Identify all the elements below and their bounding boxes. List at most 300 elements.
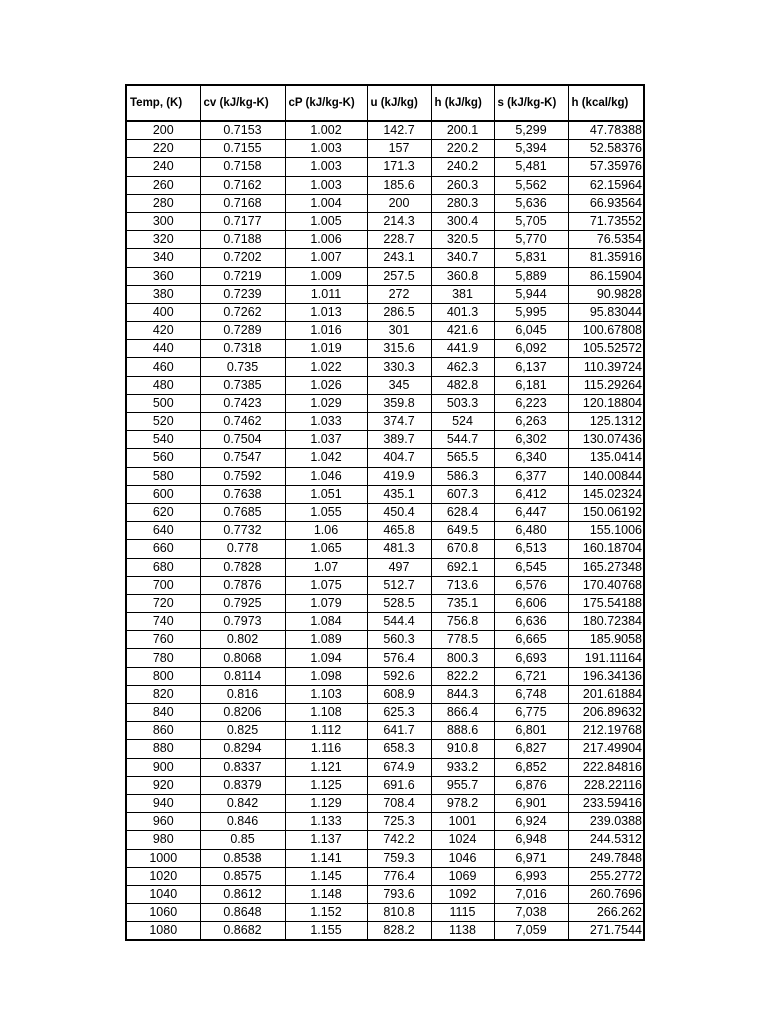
cell-h-kcal: 160.18704 [568, 540, 644, 558]
cell-temp: 880 [126, 740, 200, 758]
cell-h-kj: 1001 [431, 813, 494, 831]
cell-temp: 480 [126, 376, 200, 394]
cell-cv: 0.7685 [200, 503, 285, 521]
cell-s: 6,606 [494, 594, 568, 612]
cell-h-kcal: 105.52572 [568, 340, 644, 358]
cell-h-kcal: 135.0414 [568, 449, 644, 467]
cell-cv: 0.7177 [200, 212, 285, 230]
cell-h-kj: 503.3 [431, 394, 494, 412]
cell-s: 6,045 [494, 322, 568, 340]
header-cp: cP (kJ/kg-K) [285, 85, 367, 121]
cell-cv: 0.8682 [200, 922, 285, 941]
cell-h-kcal: 86.15904 [568, 267, 644, 285]
cell-temp: 380 [126, 285, 200, 303]
cell-s: 5,995 [494, 303, 568, 321]
cell-u: 810.8 [367, 904, 431, 922]
cell-s: 6,263 [494, 413, 568, 431]
cell-cp: 1.003 [285, 140, 367, 158]
cell-cp: 1.148 [285, 885, 367, 903]
cell-s: 6,340 [494, 449, 568, 467]
cell-h-kcal: 255.2772 [568, 867, 644, 885]
table-row [126, 594, 644, 612]
cell-h-kj: 910.8 [431, 740, 494, 758]
cell-h-kj: 822.2 [431, 667, 494, 685]
cell-temp: 1060 [126, 904, 200, 922]
cell-temp: 700 [126, 576, 200, 594]
cell-h-kj: 713.6 [431, 576, 494, 594]
cell-s: 6,576 [494, 576, 568, 594]
cell-temp: 1000 [126, 849, 200, 867]
cell-h-kcal: 175.54188 [568, 594, 644, 612]
cell-h-kcal: 125.1312 [568, 413, 644, 431]
cell-cv: 0.735 [200, 358, 285, 376]
cell-cp: 1.051 [285, 485, 367, 503]
cell-h-kcal: 90.9828 [568, 285, 644, 303]
cell-h-kj: 300.4 [431, 212, 494, 230]
cell-u: 435.1 [367, 485, 431, 503]
cell-h-kj: 340.7 [431, 249, 494, 267]
cell-cv: 0.7423 [200, 394, 285, 412]
cell-cp: 1.013 [285, 303, 367, 321]
cell-s: 5,562 [494, 176, 568, 194]
cell-s: 6,924 [494, 813, 568, 831]
cell-cv: 0.825 [200, 722, 285, 740]
cell-s: 5,636 [494, 194, 568, 212]
cell-u: 776.4 [367, 867, 431, 885]
cell-u: 157 [367, 140, 431, 158]
cell-cv: 0.778 [200, 540, 285, 558]
table-row [126, 922, 644, 941]
cell-h-kj: 607.3 [431, 485, 494, 503]
cell-h-kj: 866.4 [431, 704, 494, 722]
cell-h-kj: 462.3 [431, 358, 494, 376]
cell-cv: 0.7828 [200, 558, 285, 576]
cell-s: 6,636 [494, 613, 568, 631]
cell-cp: 1.005 [285, 212, 367, 230]
table-row [126, 285, 644, 303]
cell-h-kcal: 266.262 [568, 904, 644, 922]
header-s: s (kJ/kg-K) [494, 85, 568, 121]
cell-cp: 1.141 [285, 849, 367, 867]
cell-h-kj: 280.3 [431, 194, 494, 212]
table-row [126, 885, 644, 903]
cell-temp: 660 [126, 540, 200, 558]
cell-u: 674.9 [367, 758, 431, 776]
cell-h-kcal: 150.06192 [568, 503, 644, 521]
cell-s: 5,481 [494, 158, 568, 176]
cell-cp: 1.026 [285, 376, 367, 394]
cell-u: 742.2 [367, 831, 431, 849]
table-row [126, 431, 644, 449]
cell-h-kcal: 130.07436 [568, 431, 644, 449]
cell-s: 6,302 [494, 431, 568, 449]
cell-cp: 1.033 [285, 413, 367, 431]
cell-temp: 360 [126, 267, 200, 285]
cell-s: 6,181 [494, 376, 568, 394]
cell-cv: 0.7155 [200, 140, 285, 158]
cell-h-kj: 1024 [431, 831, 494, 849]
table-row [126, 303, 644, 321]
cell-cv: 0.8648 [200, 904, 285, 922]
cell-h-kj: 1092 [431, 885, 494, 903]
cell-s: 6,721 [494, 667, 568, 685]
cell-s: 5,831 [494, 249, 568, 267]
table-row [126, 540, 644, 558]
cell-h-kj: 524 [431, 413, 494, 431]
cell-u: 389.7 [367, 431, 431, 449]
cell-h-kcal: 47.78388 [568, 121, 644, 140]
cell-h-kj: 692.1 [431, 558, 494, 576]
cell-cv: 0.842 [200, 794, 285, 812]
cell-h-kcal: 244.5312 [568, 831, 644, 849]
cell-u: 142.7 [367, 121, 431, 140]
cell-h-kcal: 271.7544 [568, 922, 644, 941]
cell-h-kcal: 191.11164 [568, 649, 644, 667]
cell-s: 6,801 [494, 722, 568, 740]
cell-h-kj: 360.8 [431, 267, 494, 285]
cell-cp: 1.037 [285, 431, 367, 449]
table-row [126, 249, 644, 267]
header-row [126, 85, 644, 121]
cell-cp: 1.046 [285, 467, 367, 485]
cell-h-kcal: 212.19768 [568, 722, 644, 740]
cell-h-kcal: 140.00844 [568, 467, 644, 485]
cell-s: 6,852 [494, 758, 568, 776]
cell-cp: 1.003 [285, 158, 367, 176]
cell-cp: 1.098 [285, 667, 367, 685]
header-h-kj: h (kJ/kg) [431, 85, 494, 121]
table-row [126, 485, 644, 503]
cell-cp: 1.112 [285, 722, 367, 740]
cell-cv: 0.8068 [200, 649, 285, 667]
cell-u: 171.3 [367, 158, 431, 176]
cell-cv: 0.8294 [200, 740, 285, 758]
cell-u: 330.3 [367, 358, 431, 376]
cell-h-kcal: 196.34136 [568, 667, 644, 685]
cell-h-kcal: 71.73552 [568, 212, 644, 230]
cell-cv: 0.7289 [200, 322, 285, 340]
cell-temp: 940 [126, 794, 200, 812]
cell-cp: 1.108 [285, 704, 367, 722]
cell-s: 6,993 [494, 867, 568, 885]
cell-cp: 1.002 [285, 121, 367, 140]
cell-temp: 220 [126, 140, 200, 158]
cell-h-kcal: 95.83044 [568, 303, 644, 321]
cell-h-kj: 240.2 [431, 158, 494, 176]
cell-h-kj: 735.1 [431, 594, 494, 612]
cell-temp: 260 [126, 176, 200, 194]
cell-h-kcal: 62.15964 [568, 176, 644, 194]
table-row [126, 867, 644, 885]
cell-s: 5,705 [494, 212, 568, 230]
cell-cp: 1.006 [285, 231, 367, 249]
cell-h-kj: 670.8 [431, 540, 494, 558]
cell-h-kcal: 81.35916 [568, 249, 644, 267]
cell-cp: 1.121 [285, 758, 367, 776]
cell-h-kcal: 217.49904 [568, 740, 644, 758]
cell-h-kcal: 120.18804 [568, 394, 644, 412]
cell-u: 544.4 [367, 613, 431, 631]
cell-temp: 600 [126, 485, 200, 503]
cell-u: 560.3 [367, 631, 431, 649]
table-row [126, 212, 644, 230]
cell-h-kcal: 145.02324 [568, 485, 644, 503]
cell-h-kcal: 170.40768 [568, 576, 644, 594]
cell-h-kcal: 115.29264 [568, 376, 644, 394]
cell-u: 404.7 [367, 449, 431, 467]
cell-u: 345 [367, 376, 431, 394]
cell-cp: 1.016 [285, 322, 367, 340]
table-row [126, 522, 644, 540]
table-row [126, 413, 644, 431]
table-row [126, 340, 644, 358]
table-row [126, 467, 644, 485]
cell-u: 759.3 [367, 849, 431, 867]
cell-u: 625.3 [367, 704, 431, 722]
cell-cv: 0.7219 [200, 267, 285, 285]
table-row [126, 121, 644, 140]
cell-h-kj: 441.9 [431, 340, 494, 358]
cell-temp: 800 [126, 667, 200, 685]
cell-cv: 0.8337 [200, 758, 285, 776]
cell-cv: 0.7973 [200, 613, 285, 631]
cell-s: 6,748 [494, 685, 568, 703]
cell-cv: 0.7158 [200, 158, 285, 176]
cell-h-kcal: 249.7848 [568, 849, 644, 867]
cell-cv: 0.8379 [200, 776, 285, 794]
cell-h-kj: 320.5 [431, 231, 494, 249]
cell-u: 708.4 [367, 794, 431, 812]
cell-s: 5,299 [494, 121, 568, 140]
cell-cv: 0.7876 [200, 576, 285, 594]
cell-h-kcal: 222.84816 [568, 758, 644, 776]
cell-s: 6,092 [494, 340, 568, 358]
cell-cv: 0.7638 [200, 485, 285, 503]
cell-cv: 0.7385 [200, 376, 285, 394]
cell-cp: 1.055 [285, 503, 367, 521]
cell-h-kj: 401.3 [431, 303, 494, 321]
table-row [126, 649, 644, 667]
cell-cp: 1.155 [285, 922, 367, 941]
cell-u: 512.7 [367, 576, 431, 594]
cell-cv: 0.7239 [200, 285, 285, 303]
cell-s: 6,480 [494, 522, 568, 540]
table-row [126, 849, 644, 867]
table-row [126, 503, 644, 521]
cell-temp: 1080 [126, 922, 200, 941]
cell-temp: 840 [126, 704, 200, 722]
cell-cp: 1.004 [285, 194, 367, 212]
cell-u: 691.6 [367, 776, 431, 794]
cell-temp: 620 [126, 503, 200, 521]
cell-h-kj: 586.3 [431, 467, 494, 485]
cell-u: 641.7 [367, 722, 431, 740]
header-h-kcal: h (kcal/kg) [568, 85, 644, 121]
cell-cv: 0.7925 [200, 594, 285, 612]
cell-h-kj: 955.7 [431, 776, 494, 794]
table-row [126, 685, 644, 703]
cell-temp: 420 [126, 322, 200, 340]
table-row [126, 322, 644, 340]
cell-u: 465.8 [367, 522, 431, 540]
table-row [126, 358, 644, 376]
table-row [126, 776, 644, 794]
header-u: u (kJ/kg) [367, 85, 431, 121]
cell-u: 608.9 [367, 685, 431, 703]
cell-h-kcal: 228.22116 [568, 776, 644, 794]
cell-cp: 1.065 [285, 540, 367, 558]
cell-s: 6,665 [494, 631, 568, 649]
header-cv: cv (kJ/kg-K) [200, 85, 285, 121]
air-properties-table [125, 84, 645, 941]
cell-temp: 720 [126, 594, 200, 612]
table-row [126, 904, 644, 922]
cell-u: 228.7 [367, 231, 431, 249]
table-row [126, 613, 644, 631]
cell-s: 6,971 [494, 849, 568, 867]
cell-h-kcal: 180.72384 [568, 613, 644, 631]
cell-temp: 540 [126, 431, 200, 449]
cell-s: 6,693 [494, 649, 568, 667]
cell-cp: 1.145 [285, 867, 367, 885]
cell-cp: 1.084 [285, 613, 367, 631]
cell-temp: 500 [126, 394, 200, 412]
cell-u: 828.2 [367, 922, 431, 941]
cell-h-kj: 649.5 [431, 522, 494, 540]
cell-cp: 1.075 [285, 576, 367, 594]
table-row [126, 576, 644, 594]
cell-cp: 1.042 [285, 449, 367, 467]
cell-s: 6,545 [494, 558, 568, 576]
cell-cp: 1.007 [285, 249, 367, 267]
cell-h-kj: 1069 [431, 867, 494, 885]
cell-u: 286.5 [367, 303, 431, 321]
table-row [126, 158, 644, 176]
cell-h-kj: 565.5 [431, 449, 494, 467]
cell-h-kj: 200.1 [431, 121, 494, 140]
cell-cv: 0.8612 [200, 885, 285, 903]
table-row [126, 449, 644, 467]
cell-h-kj: 1046 [431, 849, 494, 867]
cell-s: 5,944 [494, 285, 568, 303]
cell-cp: 1.103 [285, 685, 367, 703]
cell-h-kcal: 239.0388 [568, 813, 644, 831]
cell-cp: 1.011 [285, 285, 367, 303]
cell-u: 497 [367, 558, 431, 576]
cell-u: 359.8 [367, 394, 431, 412]
cell-h-kcal: 206.89632 [568, 704, 644, 722]
table-row [126, 176, 644, 194]
table-row [126, 758, 644, 776]
cell-h-kcal: 233.59416 [568, 794, 644, 812]
cell-u: 592.6 [367, 667, 431, 685]
cell-s: 6,412 [494, 485, 568, 503]
cell-s: 6,513 [494, 540, 568, 558]
cell-cv: 0.846 [200, 813, 285, 831]
cell-cp: 1.133 [285, 813, 367, 831]
cell-cp: 1.129 [285, 794, 367, 812]
cell-cp: 1.029 [285, 394, 367, 412]
cell-s: 6,223 [494, 394, 568, 412]
cell-cv: 0.85 [200, 831, 285, 849]
cell-cv: 0.7168 [200, 194, 285, 212]
cell-cv: 0.8575 [200, 867, 285, 885]
cell-h-kj: 260.3 [431, 176, 494, 194]
cell-u: 272 [367, 285, 431, 303]
cell-temp: 340 [126, 249, 200, 267]
cell-h-kcal: 201.61884 [568, 685, 644, 703]
cell-cp: 1.116 [285, 740, 367, 758]
cell-u: 243.1 [367, 249, 431, 267]
cell-cv: 0.7732 [200, 522, 285, 540]
cell-u: 301 [367, 322, 431, 340]
cell-cp: 1.019 [285, 340, 367, 358]
cell-h-kcal: 185.9058 [568, 631, 644, 649]
cell-s: 5,889 [494, 267, 568, 285]
cell-cp: 1.089 [285, 631, 367, 649]
cell-temp: 820 [126, 685, 200, 703]
cell-temp: 400 [126, 303, 200, 321]
cell-cv: 0.7592 [200, 467, 285, 485]
cell-temp: 280 [126, 194, 200, 212]
cell-temp: 980 [126, 831, 200, 849]
cell-u: 419.9 [367, 467, 431, 485]
cell-temp: 460 [126, 358, 200, 376]
cell-cv: 0.802 [200, 631, 285, 649]
cell-cv: 0.816 [200, 685, 285, 703]
cell-cv: 0.7318 [200, 340, 285, 358]
cell-cv: 0.8538 [200, 849, 285, 867]
cell-s: 6,447 [494, 503, 568, 521]
cell-temp: 760 [126, 631, 200, 649]
cell-h-kj: 1138 [431, 922, 494, 941]
table-row [126, 631, 644, 649]
header-temp: Temp, (K) [126, 85, 200, 121]
cell-h-kj: 978.2 [431, 794, 494, 812]
table-row [126, 794, 644, 812]
cell-u: 658.3 [367, 740, 431, 758]
cell-cv: 0.7462 [200, 413, 285, 431]
cell-h-kj: 778.5 [431, 631, 494, 649]
cell-s: 6,775 [494, 704, 568, 722]
cell-temp: 520 [126, 413, 200, 431]
cell-temp: 680 [126, 558, 200, 576]
cell-cp: 1.094 [285, 649, 367, 667]
cell-s: 6,377 [494, 467, 568, 485]
table-header [126, 85, 644, 121]
cell-temp: 440 [126, 340, 200, 358]
cell-temp: 920 [126, 776, 200, 794]
table-row [126, 194, 644, 212]
cell-cv: 0.7153 [200, 121, 285, 140]
cell-temp: 860 [126, 722, 200, 740]
cell-h-kcal: 66.93564 [568, 194, 644, 212]
cell-cp: 1.079 [285, 594, 367, 612]
cell-cp: 1.022 [285, 358, 367, 376]
cell-cv: 0.7202 [200, 249, 285, 267]
table-row [126, 740, 644, 758]
cell-h-kcal: 100.67808 [568, 322, 644, 340]
cell-h-kj: 544.7 [431, 431, 494, 449]
cell-h-kj: 628.4 [431, 503, 494, 521]
cell-cp: 1.003 [285, 176, 367, 194]
cell-cp: 1.06 [285, 522, 367, 540]
cell-h-kj: 888.6 [431, 722, 494, 740]
cell-temp: 320 [126, 231, 200, 249]
cell-h-kj: 933.2 [431, 758, 494, 776]
table-row [126, 140, 644, 158]
cell-s: 6,901 [494, 794, 568, 812]
